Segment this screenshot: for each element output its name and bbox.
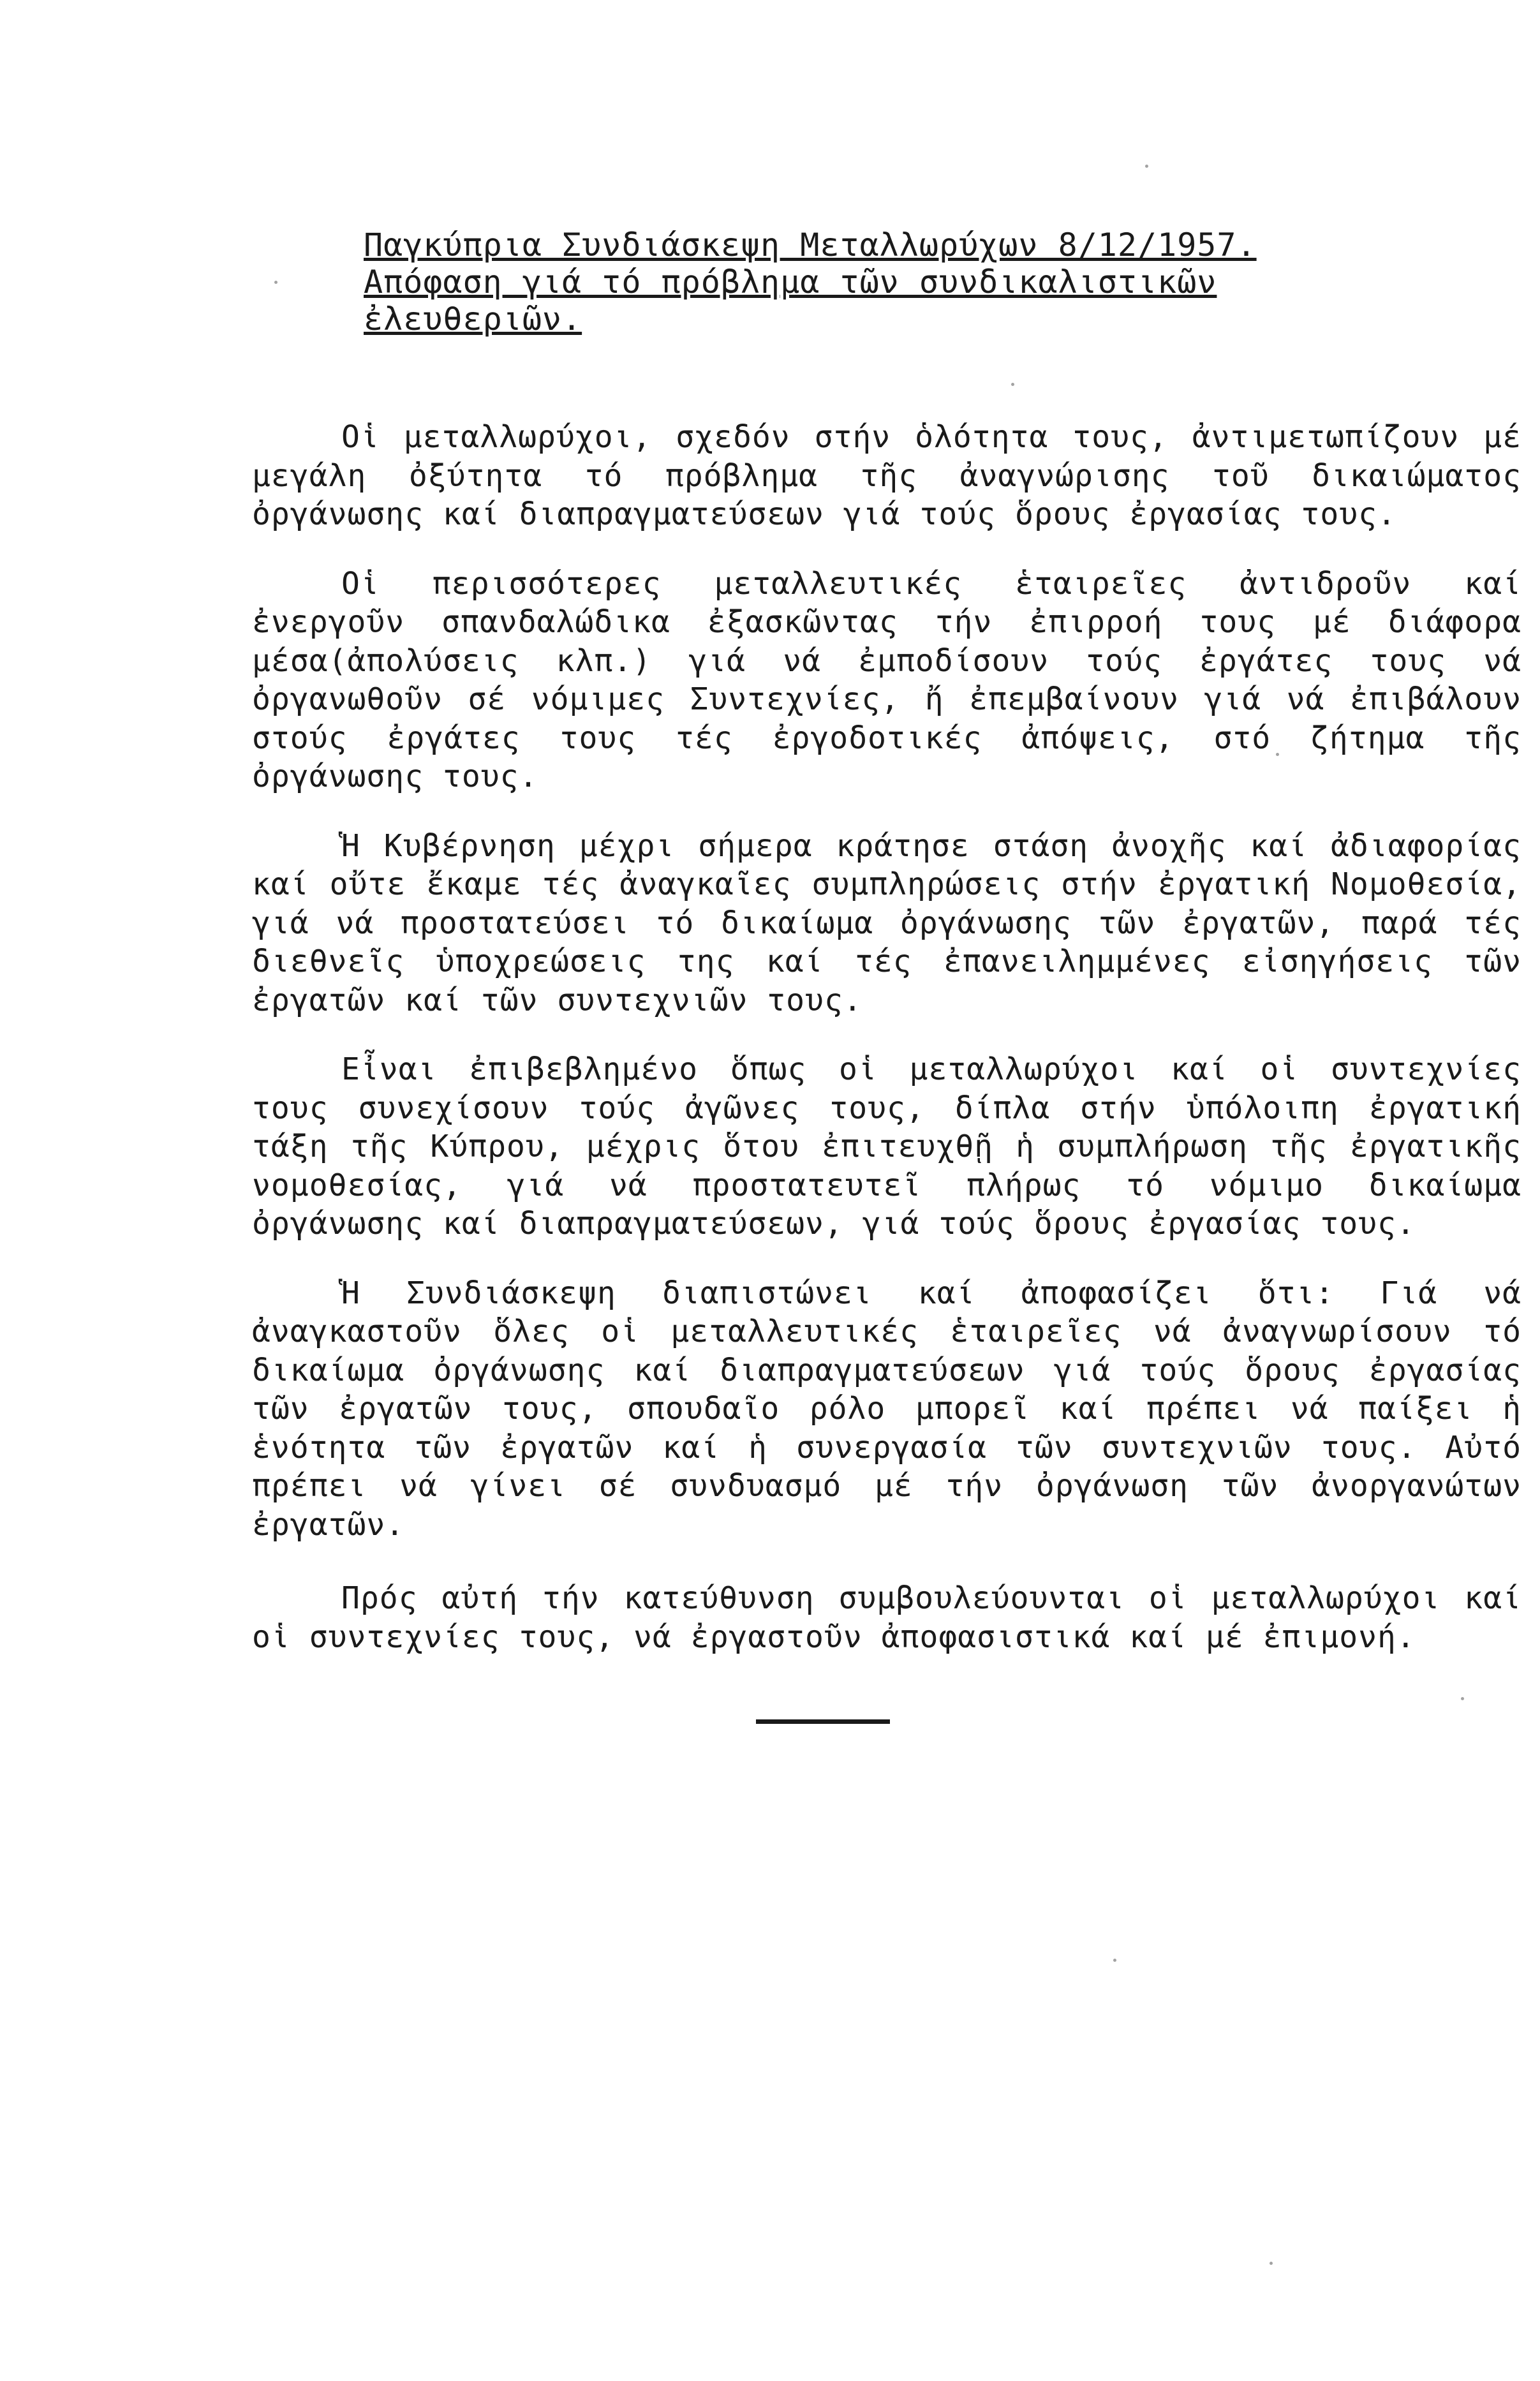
paragraph-6: Πρός αὐτή τήν κατεύθυνση συμβουλεύουνται οἱ μεταλλωρύχοι καί οἱ συντεχνίες τους, νά ἐργαστοῦν ἀποφασιστικά καί μέ ἐπιμονή. (252, 1580, 1521, 1655)
document-subtitle-line-1: Απόφαση γιά τό πρόβλημα τῶν συνδικαλιστικῶν (364, 263, 1217, 300)
paragraph-4: Εἶναι ἐπιβεβλημένο ὅπως οἱ μεταλλωρύχοι καί οἱ συντεχνίες τους συνεχίσουν τούς ἀγῶνες τους, δίπλα στήν ὑπόλοιπη ἐργατική τάξη τῆς Κύπρου, μέχρις ὅτου ἐπιτευχθῇ ἡ συμπλήρωση τῆς ἐργατικῆς νομοθεσίας, γιά νά προστατευτεῖ πλήρως τό νόμιμο δικαίωμα ὀργάνωσης καί διαπραγματεύσεων, γιά τούς ὅρους ἐργασίας τους. (252, 1051, 1521, 1242)
scan-speck (1113, 1959, 1116, 1962)
scan-speck (1011, 383, 1014, 386)
paragraph-2: Οἱ περισσότερες μεταλλευτικές ἑταιρεῖες ἀντιδροῦν καί ἐνεργοῦν σπανδαλώδικα ἐξασκῶντας τήν ἐπιρροή τους μέ διάφορα μέσα(ἀπολύσεις κλπ.) γιά νά ἐμποδίσουν τούς ἐργάτες τους νά ὀργανωθοῦν σέ νόμιμες Συντεχνίες, ἤ ἐπεμβαίνουν γιά νά ἐπιβάλουν στούς ἐργάτες τους τές ἐργοδοτικές ἀπόψεις, στό ζήτημα τῆς ὀργάνωσης τους. (252, 565, 1521, 794)
document-title: Παγκύπρια Συνδιάσκεψη Μεταλλωρύχων 8/12/1957. (364, 226, 1257, 263)
scan-speck (1270, 2262, 1273, 2265)
document-header (364, 226, 1289, 337)
scan-speck (1145, 165, 1148, 168)
paragraph-3: Ἡ Κυβέρνηση μέχρι σήμερα κράτησε στάση ἀνοχῆς καί ἀδιαφορίας καί οὔτε ἔκαμε τές ἀναγκαῖες συμπληρώσεις στήν ἐργατική Νομοθεσία, γιά νά προστατεύσει τό δικαίωμα ὀργάνωσης τῶν ἐργατῶν, παρά τές διεθνεῖς ὑποχρεώσεις της καί τές ἐπανειλημμένες εἰσηγήσεις τῶν ἐργατῶν καί τῶν συντεχνιῶν τους. (252, 827, 1521, 1018)
paragraph-5: Ἡ Συνδιάσκεψη διαπιστώνει καί ἀποφασίζει ὅτι: Γιά νά ἀναγκαστοῦν ὅλες οἱ μεταλλευτικές ἑταιρεῖες νά ἀναγνωρίσουν τό δικαίωμα ὀργάνωσης καί διαπραγματεύσεων γιά τούς ὅρους ἐργασίας τῶν ἐργατῶν τους, σπουδαῖο ρόλο μπορεῖ καί πρέπει νά παίξει ἡ ἑνότητα τῶν ἐργατῶν καί ἡ συνεργασία τῶν συντεχνιῶν τους. Αὐτό πρέπει νά γίνει σέ συνδυασμό μέ τήν ὀργάνωση τῶν ἀνοργανώτων ἐργατῶν. (252, 1275, 1521, 1543)
scan-speck (1461, 1697, 1464, 1700)
scan-speck (274, 281, 278, 284)
closing-rule (756, 1719, 890, 1724)
paragraph-1: Οἱ μεταλλωρύχοι, σχεδόν στήν ὁλότητα τους, ἀντιμετωπίζουν μέ μεγάλη ὀξύτητα τό πρόβλημα τῆς ἀναγνώρισης τοῦ δικαιώματος ὀργάνωσης καί διαπραγματεύσεων γιά τούς ὅρους ἐργασίας τους. (252, 419, 1521, 532)
document-body (252, 418, 1521, 1687)
document-subtitle-line-2: ἐλευθεριῶν. (364, 300, 582, 337)
